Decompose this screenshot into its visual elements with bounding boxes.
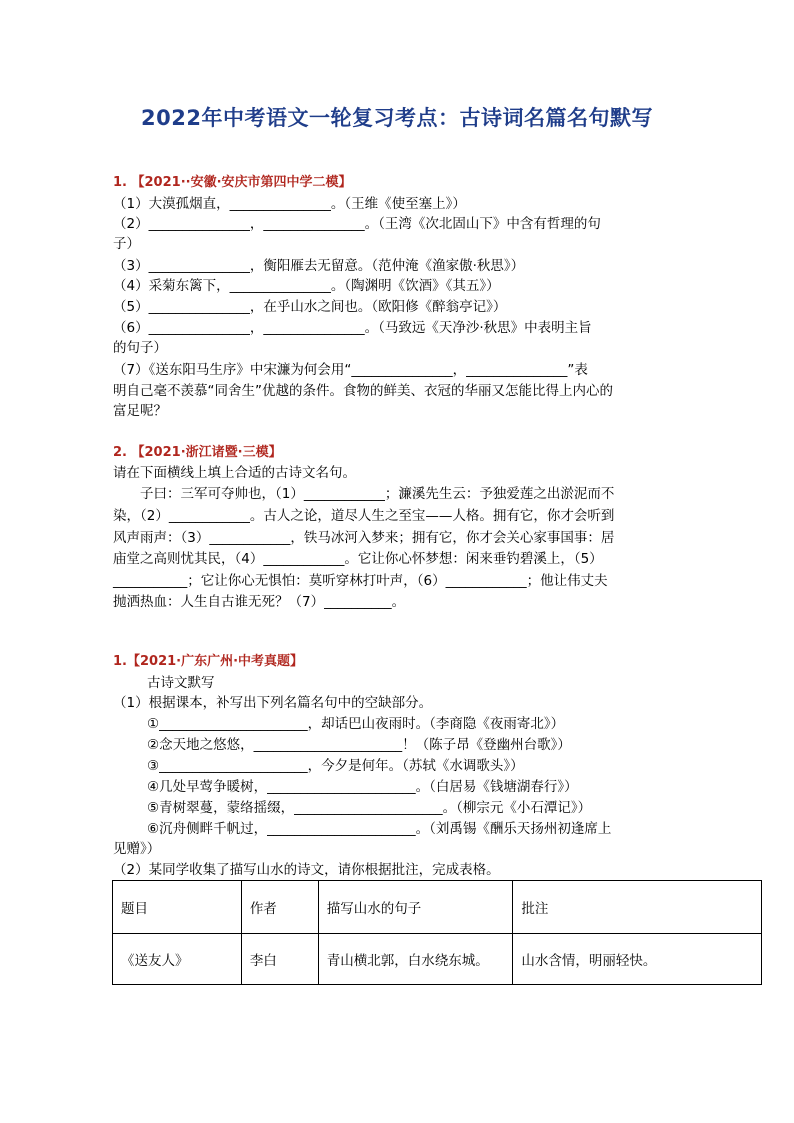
- sec1-line: （1）大漠孤烟直，_______________。（王维《使至塞上》）: [113, 196, 466, 212]
- poem-table: [112, 880, 762, 985]
- document-title: 2022年中考语文一轮复习考点：古诗词名篇名句默写: [141, 106, 653, 130]
- sec3-item: ④几处早莺争暖树，______________________。（白居易《钱塘湖春行》）: [147, 779, 578, 795]
- sec1-line: （4）采菊东篱下，_______________。（陶渊明《饮酒》《其五》）: [113, 278, 500, 294]
- table-header-cell: 题目: [113, 881, 242, 934]
- table-header-cell: 描写山水的句子: [318, 881, 513, 934]
- sec3-item: ⑤青树翠蔓，蒙络摇缀，______________________。（柳宗元《小石潭记》）: [147, 800, 592, 816]
- table-cell: 《送友人》: [113, 934, 242, 985]
- sec2-line: 染，（2）____________。古人之论，道尽人生之至宝——人格。拥有它，你才会听到: [113, 508, 615, 524]
- sec2-line: 抛洒热血：人生自古谁无死？（7）__________。: [113, 594, 406, 610]
- sec1-line: （2）_______________，_______________。（王湾《次北固山下》中含有哲理的句: [113, 216, 601, 232]
- sec1-line: 的句子）: [113, 340, 167, 356]
- sec3-question-2: （2）某同学收集了描写山水的诗文，请你根据批注，完成表格。: [113, 862, 500, 878]
- sec1-line: （7）《送东阳马生序》中宋濂为何会用“_______________，_______________”表: [113, 362, 588, 378]
- section-1-header: 1. 【2021··安徽·安庆市第四中学二模】: [113, 175, 352, 190]
- sec3-item: ①______________________，却话巴山夜雨时。（李商隐《夜雨寄北》）: [147, 716, 565, 732]
- table-row: [113, 934, 762, 985]
- section-3-header: 1.【2021·广东广州·中考真题】: [113, 654, 304, 669]
- sec1-line: 富足呢？: [113, 403, 167, 419]
- table-cell: 李白: [241, 934, 318, 985]
- sec1-line: （6）_______________，_______________。（马致远《天净沙·秋思》中表明主旨: [113, 320, 592, 336]
- sec2-line: 请在下面横线上填上合适的古诗文名句。: [113, 465, 356, 481]
- sec1-line: （3）_______________，衡阳雁去无留意。（范仲淹《渔家傲·秋思》）: [113, 258, 525, 274]
- table-header-cell: 作者: [241, 881, 318, 934]
- sec1-line: 明自己毫不羡慕“同舍生”优越的条件。食物的鲜美、衣冠的华丽又怎能比得上内心的: [113, 383, 613, 399]
- table-cell: 青山横北郭，白水绕东城。: [318, 934, 513, 985]
- sec3-question-1: （1）根据课本，补写出下列名篇名句中的空缺部分。: [113, 695, 433, 711]
- sec3-item: ②念天地之悠悠，______________________！（陈子昂《登幽州台歌》）: [147, 737, 571, 753]
- sec2-line: 子曰：三军可夺帅也，（1）____________；濂溪先生云：予独爱莲之出淤泥而不: [113, 486, 615, 502]
- sec2-line: 风声雨声：（3）____________，铁马冰河入梦来；拥有它，你才会关心家事国事：居: [113, 530, 615, 546]
- table-header-cell: 批注: [513, 881, 762, 934]
- sec2-line: ___________；它让你心无惧怕：莫听穿林打叶声，（6）____________；他让伟丈夫: [113, 573, 608, 589]
- sec3-item-cont: 见赠》）: [113, 841, 161, 857]
- sec3-item: ③______________________，今夕是何年。（苏轼《水调歌头》）: [147, 758, 524, 774]
- sec3-item: ⑥沉舟侧畔千帆过，______________________。（刘禹锡《酬乐天扬州初逢席上: [147, 821, 612, 837]
- sec2-line: 庙堂之高则忧其民，（4）____________。它让你心怀梦想：闲来垂钓碧溪上，（5）: [113, 551, 603, 567]
- sec1-line: 子）: [113, 236, 140, 252]
- sec1-line: （5）_______________，在乎山水之间也。（欧阳修《醉翁亭记》）: [113, 299, 507, 315]
- sec3-intro: 古诗文默写: [147, 675, 215, 691]
- section-2-header: 2. 【2021·浙江诸暨·三模】: [113, 445, 282, 460]
- table-cell: 山水含情，明丽轻快。: [513, 934, 762, 985]
- table-header-row: [113, 881, 762, 934]
